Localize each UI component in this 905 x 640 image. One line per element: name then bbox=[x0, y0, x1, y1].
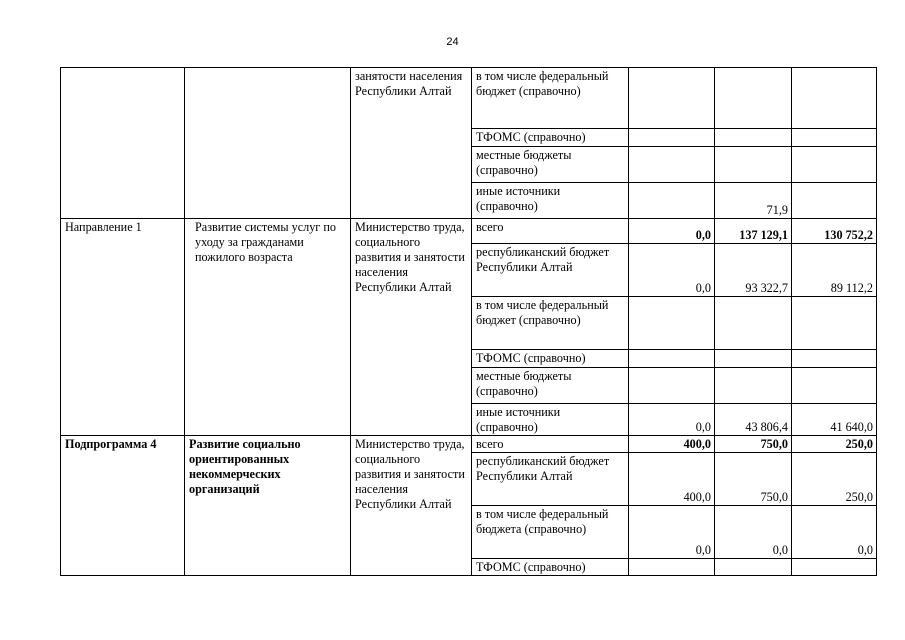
funding-source-cell: республиканский бюджет Республики Алтай bbox=[472, 244, 629, 297]
amount-cell-v3 bbox=[792, 183, 877, 219]
funding-source-cell: республиканский бюджет Республики Алтай bbox=[472, 453, 629, 506]
amount-cell-v2: 0,0 bbox=[715, 506, 792, 559]
amount-cell-v3: 0,0 bbox=[792, 506, 877, 559]
amount-cell-v3: 250,0 bbox=[792, 436, 877, 453]
amount-cell-v3: 130 752,2 bbox=[792, 219, 877, 244]
funding-source-cell: ТФОМС (справочно) bbox=[472, 350, 629, 368]
amount-cell-v1: 0,0 bbox=[629, 404, 715, 436]
amount-cell-v1: 0,0 bbox=[629, 506, 715, 559]
amount-cell-v2 bbox=[715, 147, 792, 183]
table-row bbox=[61, 219, 877, 244]
amount-cell-v1: 0,0 bbox=[629, 219, 715, 244]
funding-source-cell: местные бюджеты (справочно) bbox=[472, 147, 629, 183]
executor-cell: Министерство труда, социального развития и занятости населения Республики Алтай bbox=[351, 436, 472, 576]
amount-cell-v1 bbox=[629, 297, 715, 350]
amount-cell-v3: 41 640,0 bbox=[792, 404, 877, 436]
funding-source-cell: всего bbox=[472, 219, 629, 244]
program-title-cell bbox=[185, 68, 351, 219]
amount-cell-v1 bbox=[629, 68, 715, 129]
amount-cell-v3: 250,0 bbox=[792, 453, 877, 506]
program-code-cell: Подпрограмма 4 bbox=[61, 436, 185, 576]
amount-cell-v1 bbox=[629, 350, 715, 368]
amount-cell-v3: 89 112,2 bbox=[792, 244, 877, 297]
executor-cell: занятости населения Республики Алтай bbox=[351, 68, 472, 219]
amount-cell-v3 bbox=[792, 147, 877, 183]
funding-source-cell: иные источники (справочно) bbox=[472, 183, 629, 219]
amount-cell-v3 bbox=[792, 129, 877, 147]
amount-cell-v3 bbox=[792, 368, 877, 404]
page-number: 24 bbox=[446, 36, 459, 48]
amount-cell-v2: 43 806,4 bbox=[715, 404, 792, 436]
amount-cell-v2 bbox=[715, 129, 792, 147]
amount-cell-v1: 400,0 bbox=[629, 436, 715, 453]
amount-cell-v2 bbox=[715, 297, 792, 350]
amount-cell-v3 bbox=[792, 559, 877, 576]
amount-cell-v2 bbox=[715, 559, 792, 576]
amount-cell-v3 bbox=[792, 297, 877, 350]
funding-source-cell: в том числе федеральный бюджета (справочно) bbox=[472, 506, 629, 559]
funding-source-cell: всего bbox=[472, 436, 629, 453]
program-code-cell: Направление 1 bbox=[61, 219, 185, 436]
amount-cell-v1 bbox=[629, 183, 715, 219]
amount-cell-v1 bbox=[629, 129, 715, 147]
amount-cell-v3 bbox=[792, 350, 877, 368]
program-code-cell bbox=[61, 68, 185, 219]
amount-cell-v2: 71,9 bbox=[715, 183, 792, 219]
funding-source-cell: иные источники (справочно) bbox=[472, 404, 629, 436]
funding-source-cell: местные бюджеты (справочно) bbox=[472, 368, 629, 404]
amount-cell-v2 bbox=[715, 350, 792, 368]
amount-cell-v1 bbox=[629, 368, 715, 404]
amount-cell-v2: 137 129,1 bbox=[715, 219, 792, 244]
amount-cell-v2 bbox=[715, 68, 792, 129]
funding-source-cell: ТФОМС (справочно) bbox=[472, 129, 629, 147]
amount-cell-v1 bbox=[629, 559, 715, 576]
program-title-cell: Развитие социально ориентированных некоммерческих организаций bbox=[185, 436, 351, 576]
program-title-cell: Развитие системы услуг по уходу за гражданами пожилого возраста bbox=[185, 219, 351, 436]
amount-cell-v2: 750,0 bbox=[715, 453, 792, 506]
amount-cell-v2: 750,0 bbox=[715, 436, 792, 453]
funding-source-cell: ТФОМС (справочно) bbox=[472, 559, 629, 576]
funding-source-cell: в том числе федеральный бюджет (справочно) bbox=[472, 297, 629, 350]
table-row bbox=[61, 436, 877, 453]
funding-source-cell: в том числе федеральный бюджет (справочно) bbox=[472, 68, 629, 129]
amount-cell-v1 bbox=[629, 147, 715, 183]
amount-cell-v2: 93 322,7 bbox=[715, 244, 792, 297]
budget-table bbox=[60, 67, 877, 576]
table-row bbox=[61, 68, 877, 129]
amount-cell-v1: 0,0 bbox=[629, 244, 715, 297]
amount-cell-v3 bbox=[792, 68, 877, 129]
executor-cell: Министерство труда, социального развития и занятости населения Республики Алтай bbox=[351, 219, 472, 436]
amount-cell-v2 bbox=[715, 368, 792, 404]
amount-cell-v1: 400,0 bbox=[629, 453, 715, 506]
